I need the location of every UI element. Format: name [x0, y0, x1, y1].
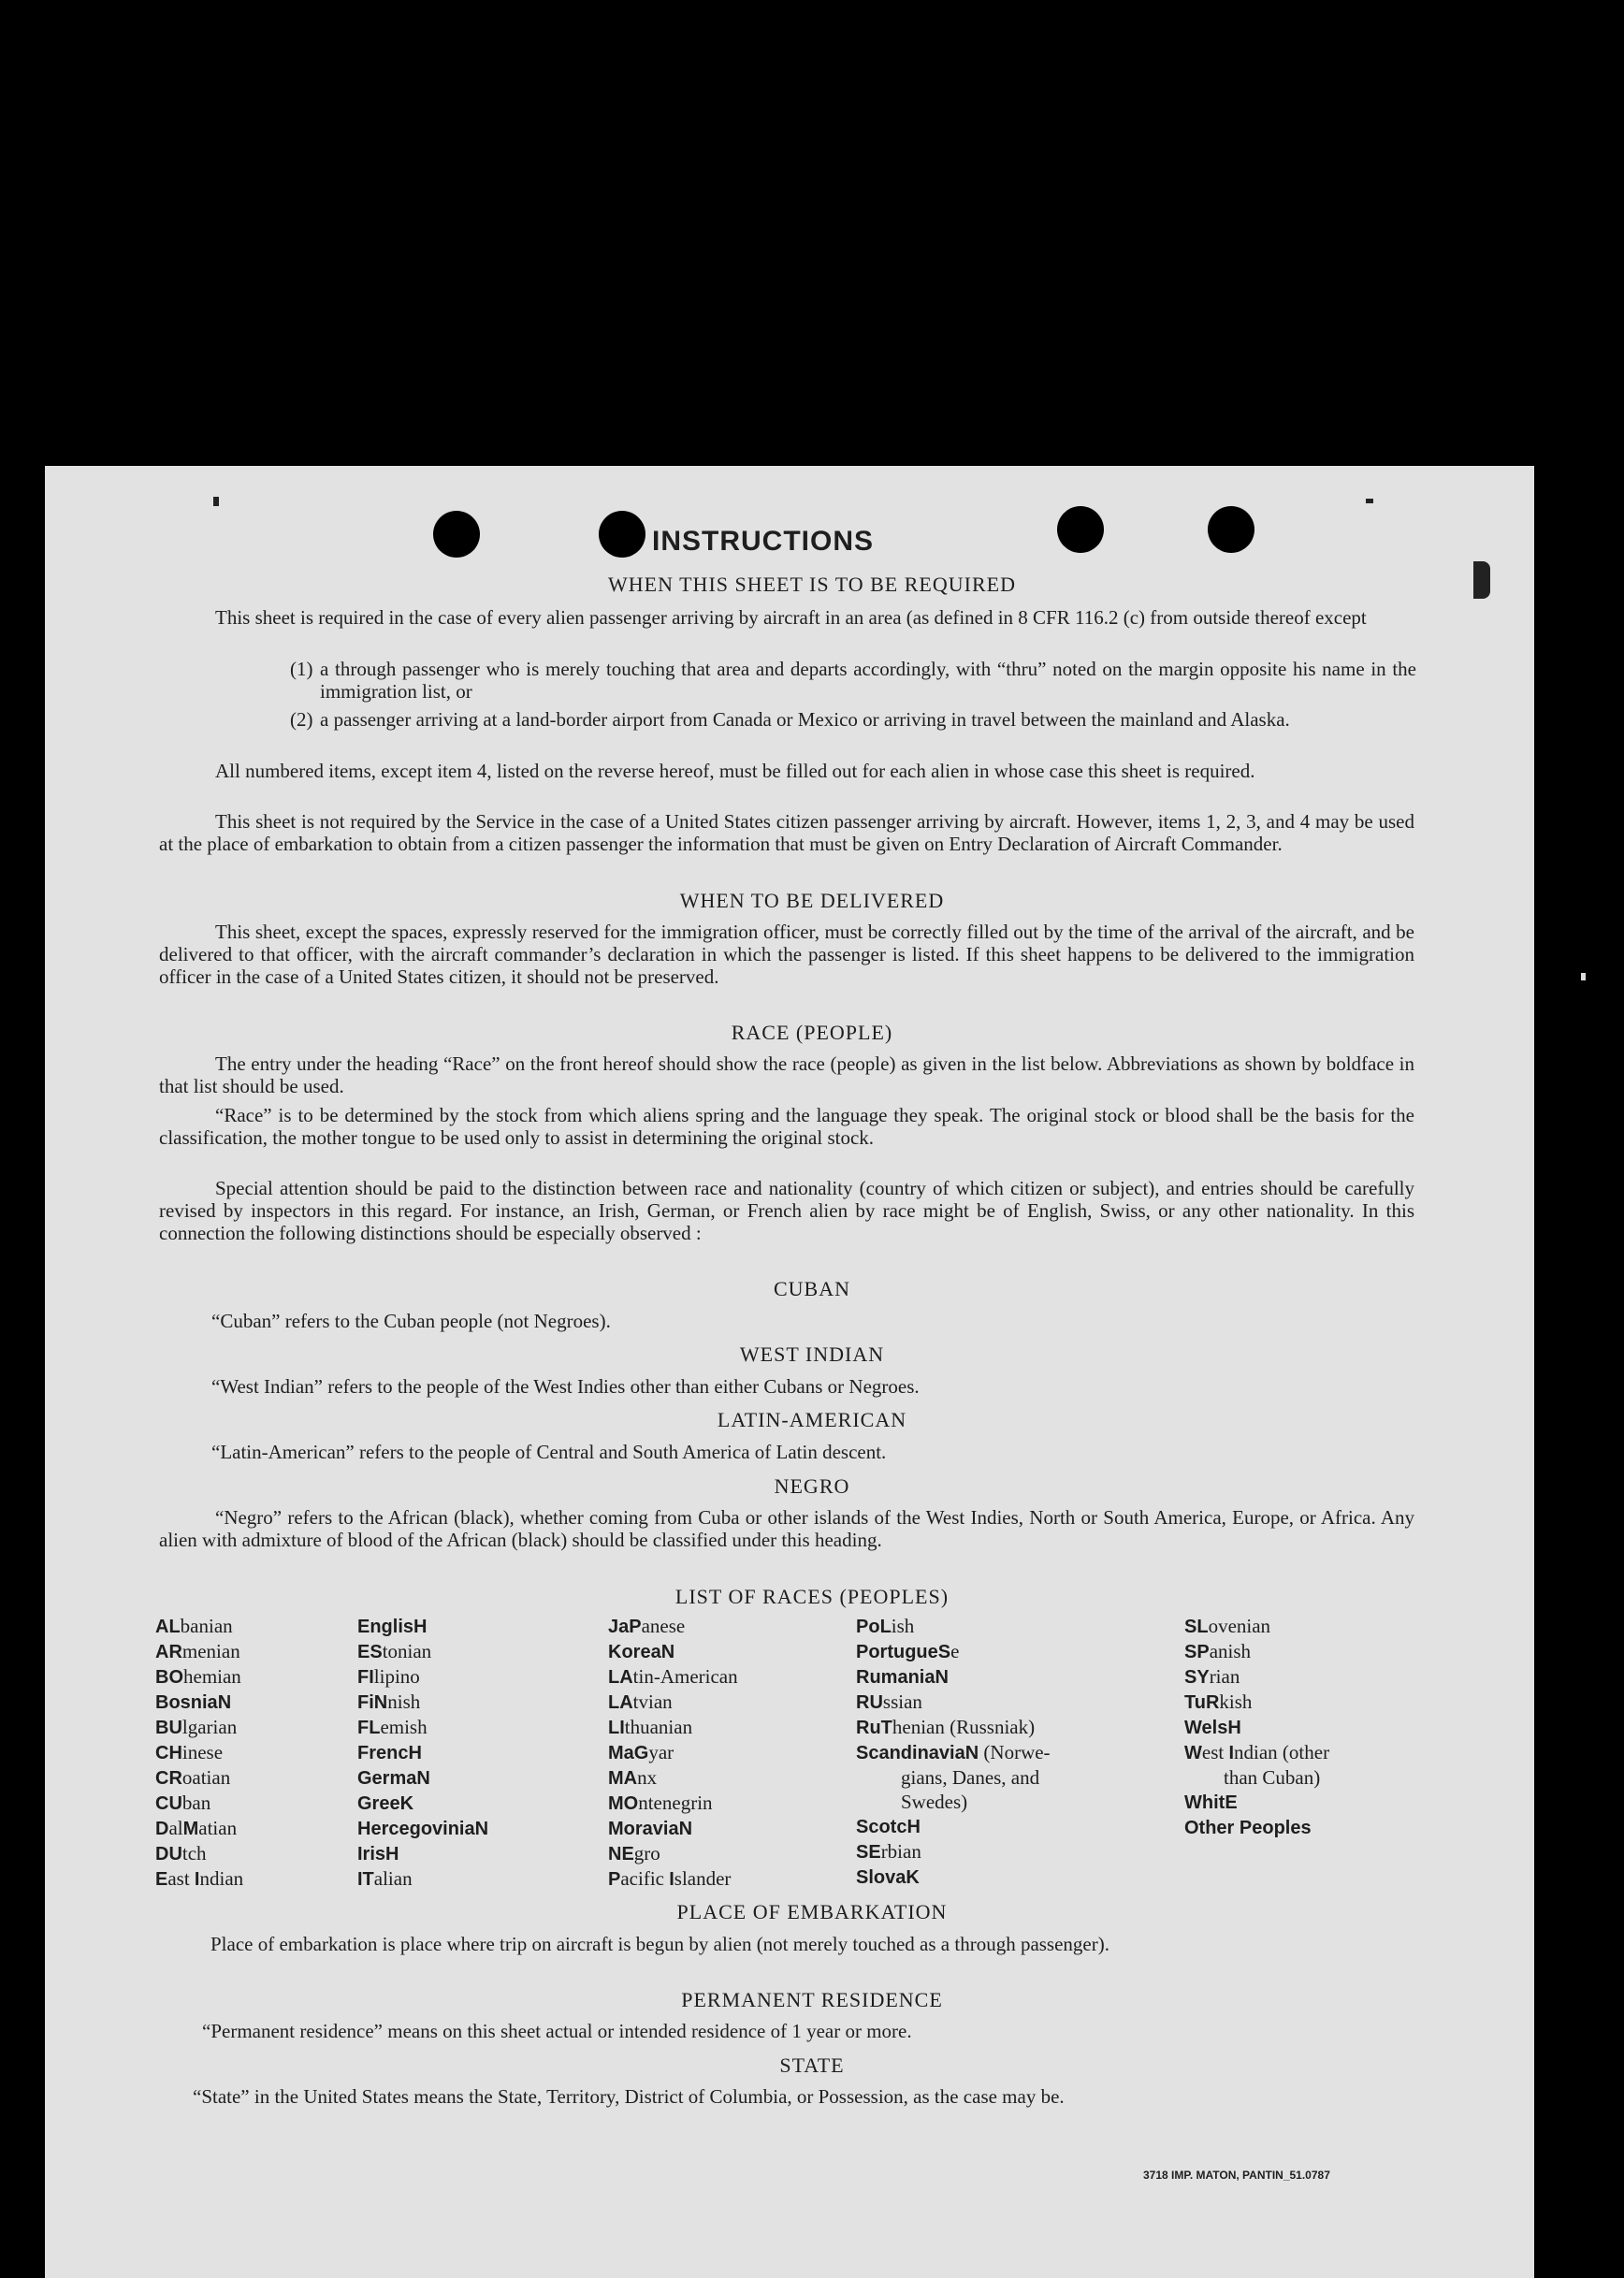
race-entry: LAtvian	[608, 1690, 673, 1713]
race-entry: RumaniaN	[856, 1667, 949, 1688]
heading-permanent-residence: PERMANENT RESIDENCE	[681, 1988, 943, 2011]
heading-when-required: WHEN THIS SHEET IS TO BE REQUIRED	[608, 573, 1016, 596]
race-entry: Other Peoples	[1184, 1818, 1312, 1838]
race-entry: DalMatian	[155, 1817, 238, 1839]
printer-imprint: 3718 IMP. MATON, PANTIN_51.0787	[1143, 2169, 1330, 2182]
race-entry: MaGyar	[608, 1741, 674, 1763]
race-entry: BOhemian	[155, 1665, 241, 1688]
race-entry: SLovenian	[1184, 1615, 1271, 1637]
race-entry: FrencH	[357, 1743, 422, 1763]
race-entry: WelsH	[1184, 1718, 1241, 1738]
race-entry: East Indian	[155, 1867, 244, 1890]
paragraph: “State” in the United States means the State, Territory, District of Columbia, or Possession, as the case may be.	[193, 2085, 1065, 2108]
paragraph: Place of embarkation is place where trip on aircraft is begun by alien (not merely touched as a through passenger).	[210, 1933, 1109, 1955]
race-entry: MOntenegrin	[608, 1792, 713, 1814]
race-entry: ScandinaviaN (Norwe-	[856, 1741, 1051, 1763]
heading-negro: NEGRO	[774, 1474, 850, 1498]
heading-state: STATE	[779, 2053, 845, 2077]
race-entry: RUssian	[856, 1690, 922, 1713]
race-entry: PoLish	[856, 1615, 915, 1637]
paragraph: “Cuban” refers to the Cuban people (not Negroes).	[211, 1310, 611, 1332]
race-entry: EnglisH	[357, 1617, 428, 1637]
heading-when-delivered: WHEN TO BE DELIVERED	[679, 889, 945, 912]
scan-speck	[1581, 973, 1586, 980]
race-entry: ITalian	[357, 1867, 413, 1890]
race-entry: FIlipino	[357, 1665, 420, 1688]
race-column	[856, 1614, 1051, 1890]
document-title: INSTRUCTIONS	[652, 526, 874, 557]
paragraph: “Permanent residence” means on this sheet actual or intended residence of 1 year or more.	[202, 2020, 912, 2042]
race-entry: GermaN	[357, 1768, 430, 1789]
punch-hole-2	[599, 511, 645, 558]
scan-speck	[213, 497, 219, 506]
race-entry: MAnx	[608, 1766, 658, 1789]
race-entry: LAtin-American	[608, 1665, 738, 1688]
race-entry: Swedes)	[901, 1791, 968, 1813]
paragraph: “West Indian” refers to the people of the West Indies other than either Cubans or Negroes.	[211, 1375, 920, 1398]
heading-list-of-races: LIST OF RACES (PEOPLES)	[674, 1585, 950, 1608]
paragraph: This sheet, except the spaces, expressly reserved for the immigration officer, must be correctly filled out by the time of the arrival of the aircraft, and be delivered to that officer, with the aircraft commander’s declaration in which the passenger is listed. If this sheet happens to be delivered to the immigration officer in the case of a United States citizen, it should not be preserved.	[159, 921, 1414, 988]
punch-hole-3	[1057, 506, 1104, 553]
race-entry: Pacific Islander	[608, 1867, 732, 1890]
race-entry: CHinese	[155, 1741, 224, 1763]
race-entry: FiNnish	[357, 1690, 421, 1713]
race-entry: CUban	[155, 1792, 211, 1814]
paragraph: This sheet is not required by the Service in the case of a United States citizen passenger arriving by aircraft. However, items 1, 2, 3, and 4 may be used at the place of embarkation to obtain from a citizen passenger the information that must be given on Entry Declaration of Aircraft Commander.	[159, 810, 1414, 855]
race-entry: ARmenian	[155, 1640, 240, 1662]
race-entry: RuThenian (Russniak)	[856, 1716, 1036, 1738]
exceptions-list	[290, 658, 1416, 736]
race-entry: FLemish	[357, 1716, 428, 1738]
race-entry: WhitE	[1184, 1792, 1238, 1813]
heading-place-of-embarkation: PLACE OF EMBARKATION	[676, 1900, 948, 1923]
race-entry: gians, Danes, and	[901, 1766, 1040, 1789]
punch-hole-1	[433, 511, 480, 558]
list-item: (2) a passenger arriving at a land-border airport from Canada or Mexico or arriving in travel between the mainland and Alaska.	[290, 708, 1290, 731]
paragraph: “Latin-American” refers to the people of Central and South America of Latin descent.	[211, 1441, 887, 1463]
race-entry: JaPanese	[608, 1615, 686, 1637]
race-entry: NEgro	[608, 1842, 660, 1864]
race-entry: PortugueSe	[856, 1640, 960, 1662]
heading-race: RACE (PEOPLE)	[731, 1021, 893, 1044]
paragraph: The entry under the heading “Race” on the front hereof should show the race (people) as given in the list below. Abbreviations as shown by boldface in that list should be used.	[159, 1052, 1414, 1097]
paragraph: Special attention should be paid to the distinction between race and nationality (country of which citizen or subject), and entries should be carefully revised by inspectors in this regard. For instance, an Irish, German, or French alien by race might be of English, Swiss, or any other nationality. In this connection the following distinctions should be especially observed :	[159, 1177, 1414, 1244]
punch-hole-4	[1208, 506, 1254, 553]
race-entry: West Indian (other	[1184, 1741, 1330, 1763]
race-entry: ALbanian	[155, 1615, 233, 1637]
race-entry: TuRkish	[1184, 1690, 1253, 1713]
race-entry: EStonian	[357, 1640, 432, 1662]
race-entry: SlovaK	[856, 1867, 920, 1888]
race-entry: MoraviaN	[608, 1819, 693, 1839]
paragraph: “Race” is to be determined by the stock from which aliens spring and the language they speak. The original stock or blood shall be the basis for the classification, the mother tongue to be used only to assist in determining the original stock.	[159, 1104, 1414, 1149]
race-entry: SErbian	[856, 1840, 921, 1863]
paragraph: This sheet is required in the case of every alien passenger arriving by aircraft in an area (as defined in 8 CFR 116.2 (c) from outside thereof except	[215, 606, 1367, 629]
heading-cuban: CUBAN	[773, 1277, 850, 1300]
race-entry: CRoatian	[155, 1766, 231, 1789]
paragraph: All numbered items, except item 4, listed on the reverse hereof, must be filled out for each alien in whose case this sheet is required.	[215, 760, 1255, 782]
race-column	[608, 1614, 738, 1892]
race-entry: ScotcH	[856, 1817, 921, 1837]
race-column	[155, 1614, 243, 1892]
race-entry: HercegoviniaN	[357, 1819, 489, 1839]
race-entry: LIthuanian	[608, 1716, 693, 1738]
scan-speck	[1366, 499, 1373, 503]
race-entry: BosniaN	[155, 1692, 232, 1713]
race-entry: IrisH	[357, 1844, 399, 1864]
race-entry: SYrian	[1184, 1665, 1240, 1688]
heading-west-indian: WEST INDIAN	[739, 1342, 885, 1366]
race-entry: than Cuban)	[1224, 1766, 1321, 1789]
race-entry: SPanish	[1184, 1640, 1252, 1662]
race-entry: GreeK	[357, 1793, 414, 1814]
race-entry: DUtch	[155, 1842, 207, 1864]
race-entry: BUlgarian	[155, 1716, 238, 1738]
race-column	[1184, 1614, 1329, 1840]
list-item: (1) a through passenger who is merely touching that area and departs accordingly, with “thru” noted on the margin opposite his name in the immigration list, or	[290, 658, 1416, 703]
heading-latin-american: LATIN-AMERICAN	[717, 1408, 907, 1431]
race-column	[357, 1614, 488, 1892]
race-entry: KoreaN	[608, 1642, 675, 1662]
paragraph: “Negro” refers to the African (black), whether coming from Cuba or other islands of the West Indies, North or South America, Europe, or Africa. Any alien with admixture of blood of the African (black) should be classified under this heading.	[159, 1506, 1414, 1551]
